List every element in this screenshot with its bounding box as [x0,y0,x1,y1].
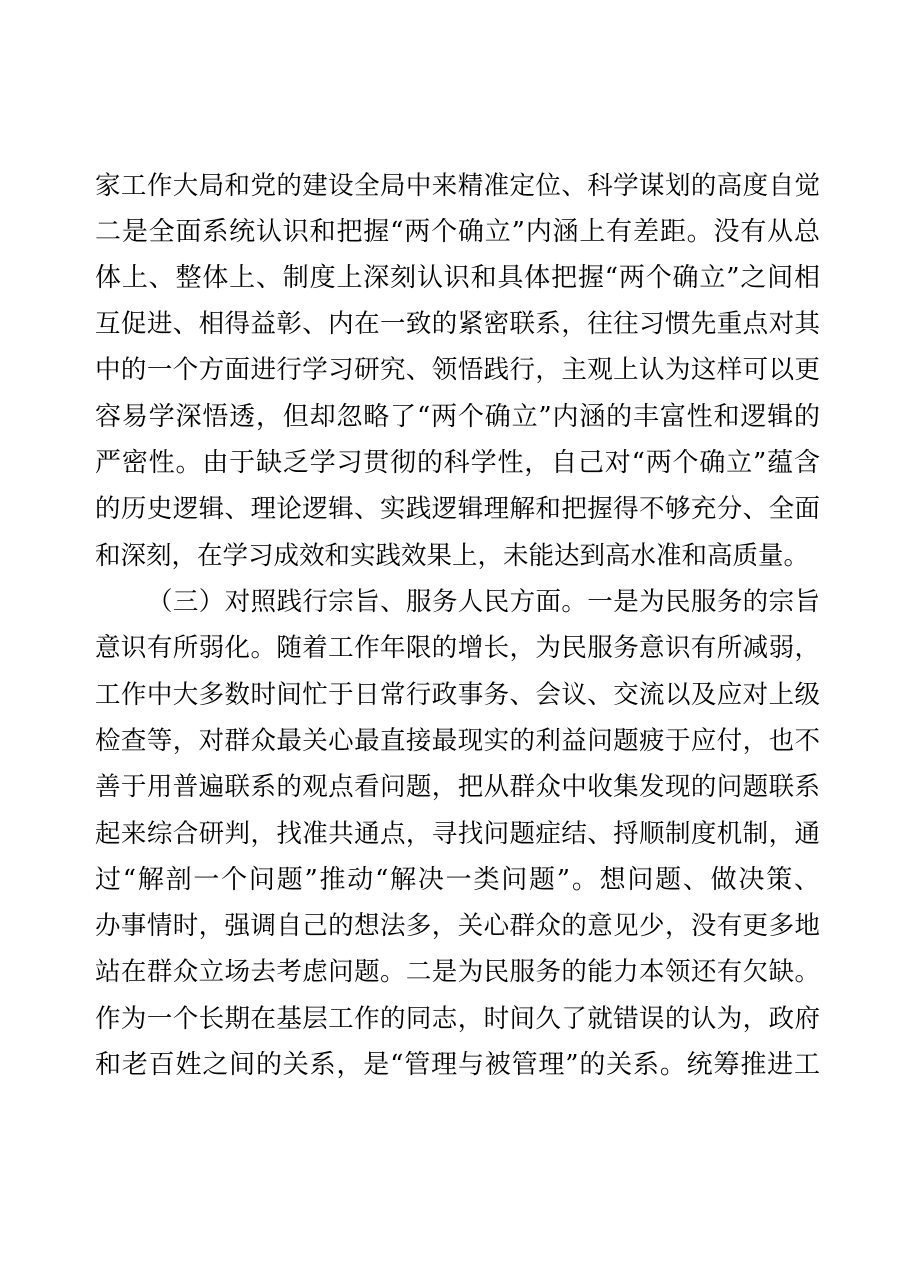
text-line: 和老百姓之间的关系，是“管理与被管理”的关系。统筹推进工 [95,1050,820,1080]
text-line: 容易学深悟透，但却忽略了“两个确立”内涵的丰富性和逻辑的 [95,402,820,432]
text-line: 作为一个长期在基层工作的同志，时间久了就错误的认为，政府 [95,1004,820,1034]
text-line: 过“解剖一个问题”推动“解决一类问题”。想问题、做决策、 [95,865,820,895]
text-line: 中的一个方面进行学习研究、领悟践行，主观上认为这样可以更 [95,355,820,385]
text-line: 工作中大多数时间忙于日常行政事务、会议、交流以及应对上级 [95,680,820,710]
text-line: 办事情时，强调自己的想法多，关心群众的意见少，没有更多地 [95,911,820,941]
text-line: 站在群众立场去考虑问题。二是为民服务的能力本领还有欠缺。 [95,957,820,987]
section-heading-line: （三）对照践行宗旨、服务人民方面。一是为民服务的宗旨 [147,587,820,617]
text-line: 严密性。由于缺乏学习贯彻的科学性，自己对“两个确立”蕴含 [95,448,820,478]
text-line: 互促进、相得益彰、内在一致的紧密联系，往往习惯先重点对其 [95,309,820,339]
text-line: 二是全面系统认识和把握“两个确立”内涵上有差距。没有从总 [95,217,820,247]
text-line: 家工作大局和党的建设全局中来精准定位、科学谋划的高度自觉 [95,171,820,201]
text-line: 意识有所弱化。随着工作年限的增长，为民服务意识有所减弱， [95,633,820,663]
text-line: 的历史逻辑、理论逻辑、实践逻辑理解和把握得不够充分、全面 [95,494,820,524]
text-line: 检查等，对群众最关心最直接最现实的利益问题疲于应付，也不 [95,726,820,756]
text-line: 和深刻，在学习成效和实践效果上，未能达到高水准和高质量。 [95,541,810,571]
text-line: 体上、整体上、制度上深刻认识和具体把握“两个确立”之间相 [95,263,820,293]
text-line: 善于用普遍联系的观点看问题，把从群众中收集发现的问题联系 [95,772,820,802]
text-line: 起来综合研判，找准共通点，寻找问题症结、捋顺制度机制，通 [95,819,820,849]
